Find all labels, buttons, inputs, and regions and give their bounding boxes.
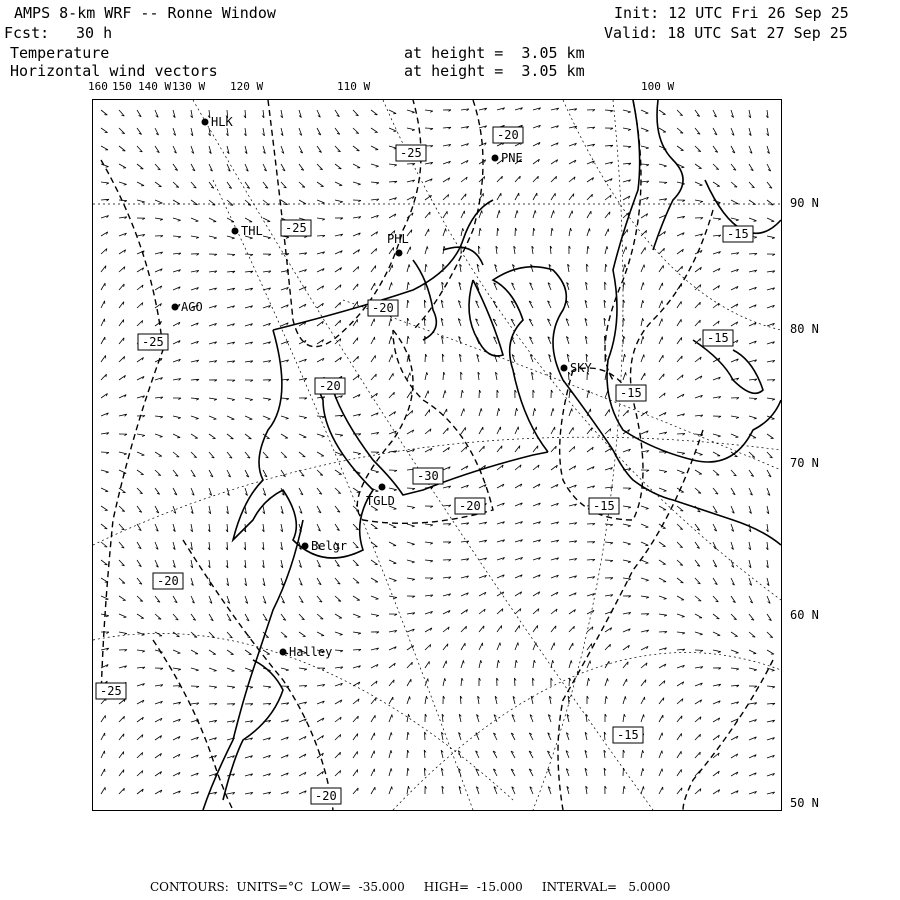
lon-label-100w: 100 W [641,80,675,93]
field-wind-vectors: Horizontal wind vectors [10,62,218,80]
contour-label-box [153,573,183,589]
contour-value: -25 [142,335,164,349]
contour-label-box [455,498,485,514]
station-label: AGO [181,300,203,314]
station-hlk [202,115,234,129]
coastlines [203,100,781,810]
station-label: HLK [211,115,233,129]
contour-value: -15 [620,386,642,400]
contour-value: -25 [400,146,422,160]
forecast-label: Fcst: [4,24,50,42]
lat-label-80n: 80 N [790,322,819,336]
contour-label-box [493,127,523,143]
station-thl [232,224,263,238]
station-label: Belgr [311,539,348,553]
contour-value: -20 [459,499,481,513]
station-label: PNE [501,151,523,165]
lat-label-60n: 60 N [790,608,819,622]
contour-value: -15 [617,728,639,742]
lat-label-70n: 70 N [790,456,819,470]
contour-value: -30 [417,469,439,483]
contour-label-box [589,498,619,514]
station-ago [172,300,203,314]
lon-label-160: 160 [88,80,108,93]
contour-label-boxes [96,127,753,804]
contour-label-box [613,727,643,743]
contour-label-box [723,226,753,242]
lon-label-130w: 130 W [172,80,206,93]
station-label: TGLD [366,494,395,508]
contour-value: -20 [372,301,394,315]
contour-label-box [368,300,398,316]
contour-label-box [138,334,168,350]
contour-label-box [703,330,733,346]
station-label: SKY [570,361,592,375]
contour-label-box [96,683,126,699]
wind-vectors [101,108,775,795]
map-canvas [93,100,781,810]
contour-legend: CONTOURS: UNITS=°C LOW= -35.000 HIGH= -15.000 INTERVAL= 5.0000 [150,880,671,894]
contour-value: -15 [707,331,729,345]
contour-value: -20 [497,128,519,142]
contour-value: -15 [593,499,615,513]
lon-label-120w: 120 W [230,80,264,93]
init-time: Init: 12 UTC Fri 26 Sep 25 [614,4,849,22]
contour-value: -20 [157,574,179,588]
stations [172,115,593,659]
field-temperature: Temperature [10,44,110,62]
contour-value: -25 [285,221,307,235]
lon-label-150: 150 [112,80,132,93]
lat-label-90n: 90 N [790,196,819,210]
station-pne [492,151,523,165]
map-title: AMPS 8-km WRF -- Ronne Window [14,4,276,22]
contour-label-box [315,378,345,394]
contour-label-box [311,788,341,804]
forecast-value: 30 h [76,24,113,42]
station-sky [561,361,593,375]
lon-label-140w: 140 W [138,80,172,93]
lon-label-110w: 110 W [337,80,371,93]
contour-value: -20 [315,789,337,803]
contour-label-box [616,385,646,401]
contour-label-box [413,468,443,484]
contour-label-box [396,145,426,161]
height-temperature: at height = 3.05 km [404,44,585,62]
valid-time: Valid: 18 UTC Sat 27 Sep 25 [604,24,848,42]
station-halley [280,645,333,659]
contour-value: -25 [100,684,122,698]
height-wind: at height = 3.05 km [404,62,585,80]
contour-label-box [281,220,311,236]
station-label: Halley [289,645,333,659]
map-panel [92,99,782,811]
contour-value: -15 [727,227,749,241]
temperature-contours [101,100,773,810]
station-label: THL [241,224,263,238]
lat-label-50n: 50 N [790,796,819,810]
contour-value: -20 [319,379,341,393]
station-label: PHL [387,232,409,246]
